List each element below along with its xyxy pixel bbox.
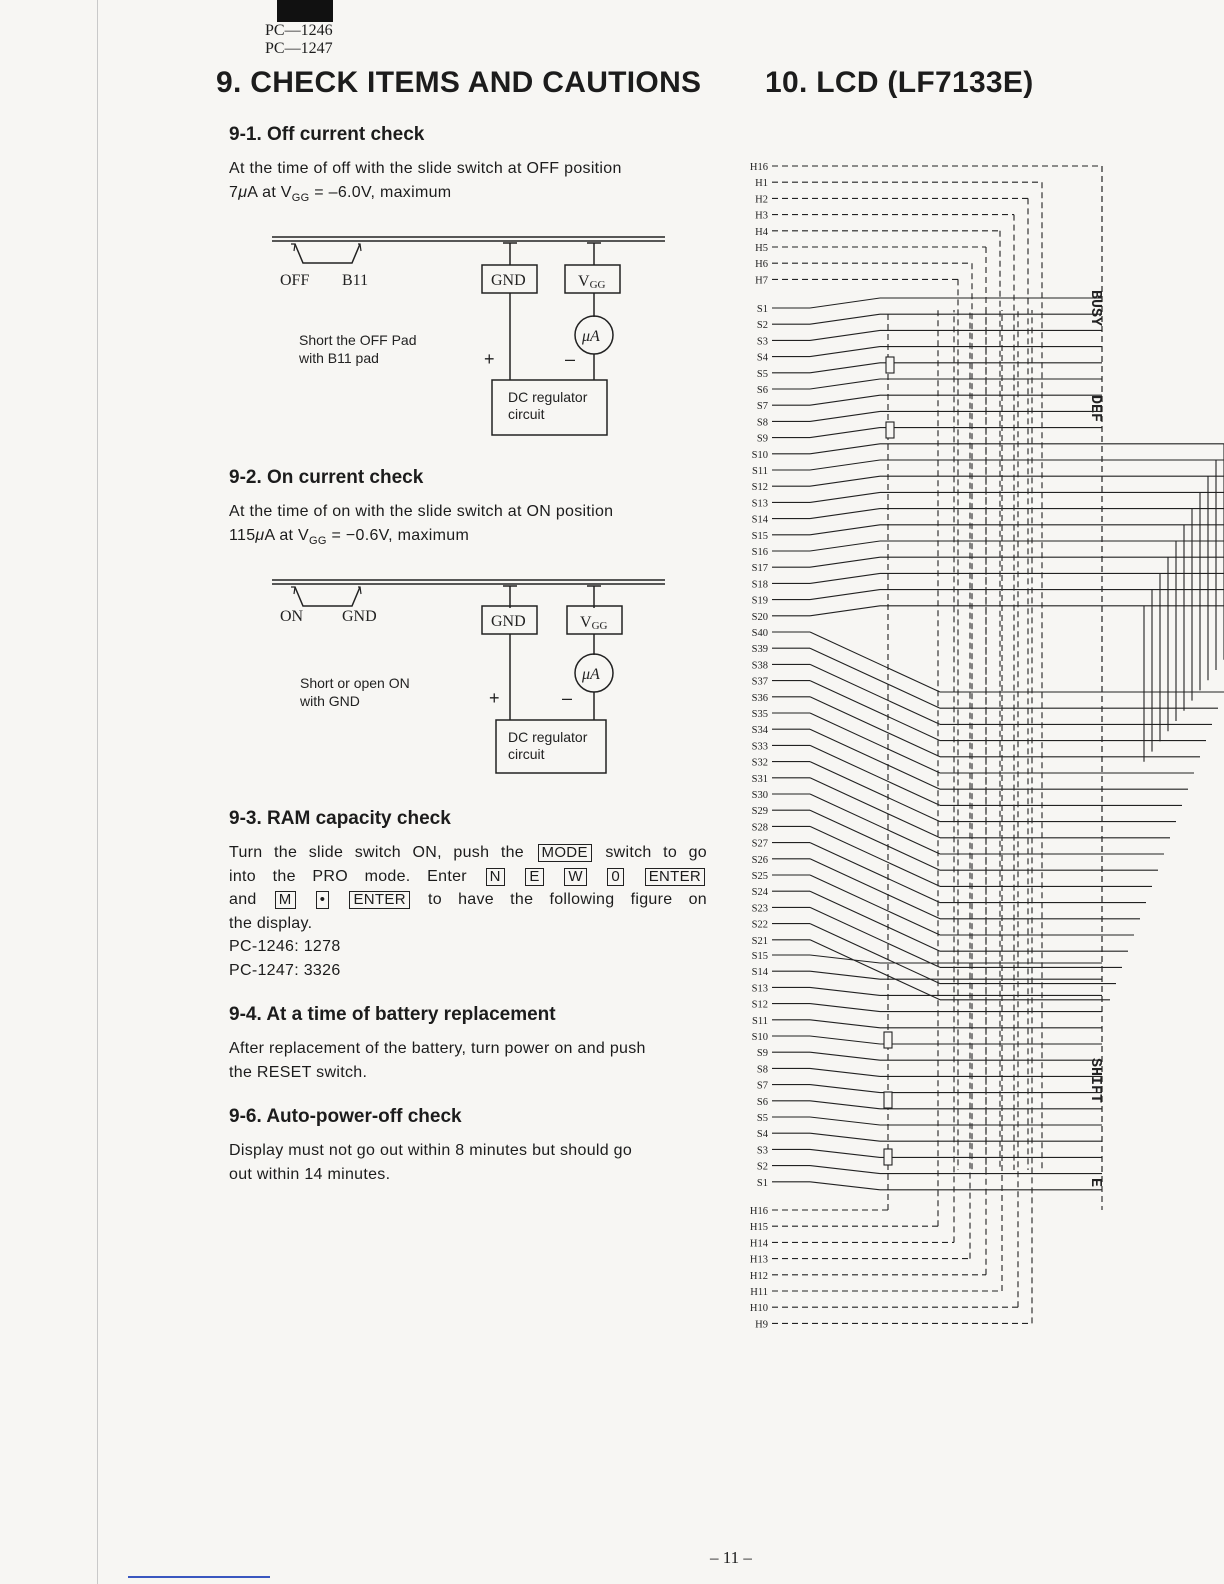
vgg-label: VGG xyxy=(578,273,606,291)
pin-label-top-s2: S2 xyxy=(756,320,768,332)
pc1246-capacity: PC-1246: 1278 xyxy=(229,938,341,955)
pin-label-top-h3: H3 xyxy=(755,210,768,222)
paragraph-9-3-line-4: the display. xyxy=(229,914,313,932)
segment-diagonal xyxy=(810,330,880,340)
off-pad-label: OFF xyxy=(280,272,310,289)
segment-diagonal xyxy=(810,1036,880,1044)
header-black-tab xyxy=(277,0,333,22)
paragraph-9-4-line-1: After replacement of the battery, turn power on and push xyxy=(229,1040,646,1057)
segment-diagonal xyxy=(810,843,940,903)
segment-diagonal xyxy=(810,460,880,470)
vgg-subscript: GG xyxy=(309,534,327,547)
pin-label-top-s10: S10 xyxy=(751,449,768,461)
heading-9-6: 9-6. Auto-power-off check xyxy=(229,1106,462,1127)
segment-diagonal xyxy=(810,1182,880,1190)
paragraph-9-3 xyxy=(229,841,707,982)
pin-label-bottom-h13: H13 xyxy=(749,1254,768,1266)
vgg-label: VGG xyxy=(580,614,608,632)
pin-label-low-s11: S11 xyxy=(752,1015,768,1027)
segment-diagonal xyxy=(810,590,880,600)
key-e: E xyxy=(525,868,543,886)
segment-diagonal xyxy=(810,573,880,583)
segment-diagonal xyxy=(810,444,880,454)
segment-marker-box xyxy=(884,1032,892,1048)
pin-label-top-s18: S18 xyxy=(751,579,768,591)
dc-regulator-label-1: DC regulator xyxy=(508,729,588,745)
text-part: switch to go xyxy=(605,844,708,861)
pin-label-top-s4: S4 xyxy=(756,352,768,364)
key-0: 0 xyxy=(607,868,624,886)
segment-diagonal xyxy=(810,557,880,567)
pin-label-low-s8: S8 xyxy=(756,1064,768,1076)
pin-label-top-s3: S3 xyxy=(756,336,768,348)
gnd-label: GND xyxy=(491,613,526,630)
pin-label-top-h5: H5 xyxy=(755,243,768,254)
key-n: N xyxy=(486,868,505,886)
pin-label-bottom-h11: H11 xyxy=(750,1287,768,1298)
segment-diagonal xyxy=(810,525,880,535)
segment-diagonal xyxy=(810,395,880,405)
paragraph-9-2-line-1: At the time of on with the slide switch at ON position xyxy=(229,503,614,520)
ammeter-label: μA xyxy=(582,666,600,683)
segment-marker-box xyxy=(886,357,894,373)
pin-label-low-s6: S6 xyxy=(756,1096,768,1108)
key-enter: ENTER xyxy=(645,868,705,886)
dc-regulator-label-1: DC regulator xyxy=(508,389,588,405)
pin-label-mid-s33: S33 xyxy=(751,741,768,753)
pin-label-low-s14: S14 xyxy=(751,967,768,979)
segment-diagonal xyxy=(810,971,880,979)
section-9-title: 9. CHECK ITEMS AND CAUTIONS xyxy=(216,66,702,99)
pin-label-mid-s23: S23 xyxy=(751,903,768,915)
pin-label-mid-s26: S26 xyxy=(751,854,768,866)
pin-label-top-s11: S11 xyxy=(752,466,768,477)
lcd-wiring-diagram xyxy=(730,150,1224,1350)
busy-annotation: BUSY xyxy=(1087,290,1104,327)
model-number-1: PC—1246 xyxy=(265,22,333,39)
segment-diagonal xyxy=(810,1133,880,1141)
pin-label-top-s16: S16 xyxy=(751,547,768,558)
pin-label-mid-s34: S34 xyxy=(751,725,768,737)
gnd-label: GND xyxy=(491,272,526,289)
note-line-2: with GND xyxy=(300,693,360,709)
note-line-1: Short or open ON xyxy=(300,675,410,691)
paragraph-9-4 xyxy=(229,1037,707,1084)
pin-label-mid-s37: S37 xyxy=(751,676,768,688)
pin-label-low-s15: S15 xyxy=(751,951,768,962)
pin-label-mid-s39: S39 xyxy=(751,644,768,656)
pin-label-mid-s27: S27 xyxy=(751,838,768,850)
model-number-2: PC—1247 xyxy=(265,40,333,57)
pin-label-mid-s28: S28 xyxy=(751,822,768,834)
pin-label-low-s12: S12 xyxy=(751,999,768,1011)
segment-diagonal xyxy=(810,810,940,870)
paragraph-9-6 xyxy=(229,1139,707,1186)
pin-label-top-s5: S5 xyxy=(756,368,768,380)
segment-diagonal xyxy=(810,762,940,822)
pin-label-top-s9: S9 xyxy=(756,433,768,445)
pin-label-low-s5: S5 xyxy=(756,1113,768,1124)
pin-label-low-s7: S7 xyxy=(756,1080,768,1092)
dc-regulator-label-2: circuit xyxy=(508,406,545,422)
key-dot: • xyxy=(316,891,330,909)
pin-label-mid-s40: S40 xyxy=(751,628,768,639)
minus-sign: – xyxy=(565,349,576,369)
segment-diagonal xyxy=(810,541,880,551)
pin-label-top-h2: H2 xyxy=(755,194,768,206)
plus-sign: + xyxy=(484,349,495,369)
segment-diagonal xyxy=(810,891,940,951)
paragraph-9-3-line-2 xyxy=(229,865,707,889)
segment-diagonal xyxy=(810,664,940,724)
paragraph-9-1 xyxy=(229,157,707,210)
current-value: 7 xyxy=(229,183,239,201)
segment-diagonal xyxy=(810,875,940,935)
pin-label-top-h16: H16 xyxy=(749,162,768,173)
segment-diagonal xyxy=(810,987,880,995)
segment-diagonal xyxy=(810,1004,880,1012)
pin-label-top-h6: H6 xyxy=(755,259,768,271)
segment-diagonal xyxy=(810,1020,880,1028)
segment-diagonal xyxy=(810,794,940,854)
pin-label-bottom-h15: H15 xyxy=(749,1222,768,1234)
pin-label-top-s14: S14 xyxy=(751,514,768,526)
paragraph-9-1-line-1: At the time of off with the slide switch at OFF position xyxy=(229,160,622,177)
pin-label-low-s2: S2 xyxy=(756,1161,768,1173)
pin-label-mid-s32: S32 xyxy=(751,757,768,769)
pin-label-top-h4: H4 xyxy=(755,226,768,238)
pin-label-top-s19: S19 xyxy=(751,595,768,607)
pin-label-mid-s38: S38 xyxy=(751,660,768,672)
segment-diagonal xyxy=(810,729,940,789)
segment-diagonal xyxy=(810,363,880,373)
paragraph-9-6-line-2: out within 14 minutes. xyxy=(229,1165,391,1183)
voltage-limit: = −0.6V, maximum xyxy=(326,526,470,544)
pin-label-bottom-h12: H12 xyxy=(749,1270,768,1282)
heading-9-1: 9-1. Off current check xyxy=(229,124,425,145)
segment-diagonal xyxy=(810,632,940,692)
note-line-1: Short the OFF Pad xyxy=(299,332,417,348)
current-value: 115 xyxy=(229,526,256,544)
mu-symbol: μ xyxy=(255,526,265,544)
pin-label-low-s4: S4 xyxy=(756,1129,768,1141)
pin-label-top-h1: H1 xyxy=(755,178,768,190)
pin-label-top-s17: S17 xyxy=(751,563,768,575)
pin-label-mid-s25: S25 xyxy=(751,871,768,882)
segment-diagonal xyxy=(810,1117,880,1125)
segment-diagonal xyxy=(810,476,880,486)
pin-label-mid-s22: S22 xyxy=(751,919,768,931)
pin-label-top-s7: S7 xyxy=(756,401,768,413)
pin-label-mid-s24: S24 xyxy=(751,887,768,899)
text-part: Turn the slide switch ON, push the xyxy=(229,844,524,861)
pin-label-mid-s30: S30 xyxy=(751,790,768,801)
def-annotation: DEF xyxy=(1087,395,1104,423)
segment-diagonal xyxy=(810,697,940,757)
a-at-v: A at V xyxy=(247,183,292,201)
segment-diagonal xyxy=(810,347,880,357)
segment-diagonal xyxy=(810,1149,880,1157)
text-part: and xyxy=(229,891,257,908)
pin-label-low-s10: S10 xyxy=(751,1032,768,1043)
segment-diagonal xyxy=(810,778,940,838)
pin-label-bottom-h14: H14 xyxy=(749,1238,768,1250)
pin-label-low-s3: S3 xyxy=(756,1145,768,1157)
section-10-title: 10. LCD (LF7133E) xyxy=(765,66,1034,99)
voltage-limit: = –6.0V, maximum xyxy=(309,183,452,201)
pin-label-bottom-h16: H16 xyxy=(749,1206,768,1217)
segment-marker-box xyxy=(886,422,894,438)
segment-diagonal xyxy=(810,1085,880,1093)
segment-diagonal xyxy=(810,428,880,438)
text-part: to have the following figure on xyxy=(428,891,707,908)
pin-label-low-s13: S13 xyxy=(751,983,768,995)
segment-diagonal xyxy=(810,745,940,805)
segment-diagonal xyxy=(810,379,880,389)
key-enter-2: ENTER xyxy=(349,891,409,909)
paragraph-9-1-line-2 xyxy=(229,181,707,211)
pin-label-mid-s35: S35 xyxy=(751,709,768,720)
key-w: W xyxy=(564,868,586,886)
segment-diagonal xyxy=(810,924,940,984)
heading-9-2: 9-2. On current check xyxy=(229,467,424,488)
segment-diagonal xyxy=(810,648,940,708)
minus-sign: – xyxy=(562,688,573,708)
key-mode: MODE xyxy=(538,844,592,862)
paragraph-9-2 xyxy=(229,500,707,553)
pin-label-mid-s36: S36 xyxy=(751,692,768,704)
segment-marker-box xyxy=(884,1092,892,1108)
paragraph-9-2-line-2 xyxy=(229,524,707,554)
on-current-diagram xyxy=(260,568,680,793)
plus-sign: + xyxy=(489,688,500,708)
page-number: – 11 – xyxy=(710,1548,752,1567)
ammeter-label: μA xyxy=(582,328,600,345)
pin-label-top-s6: S6 xyxy=(756,385,768,396)
pc1247-capacity: PC-1247: 3326 xyxy=(229,961,341,979)
segment-diagonal xyxy=(810,713,940,773)
segment-diagonal xyxy=(810,1101,880,1109)
segment-diagonal xyxy=(810,1068,880,1076)
pin-label-top-s1: S1 xyxy=(756,304,768,315)
note-line-2: with B11 pad xyxy=(299,350,379,366)
pin-label-low-s1: S1 xyxy=(756,1177,768,1189)
pin-label-mid-s31: S31 xyxy=(751,773,768,785)
paragraph-9-4-line-2: the RESET switch. xyxy=(229,1063,368,1081)
segment-diagonal xyxy=(810,509,880,519)
binding-margin-line xyxy=(97,0,98,1584)
e-annotation: E xyxy=(1087,1178,1104,1188)
shift-annotation: SHIFT xyxy=(1087,1058,1104,1104)
segment-diagonal xyxy=(810,859,940,919)
vgg-subscript: GG xyxy=(291,191,310,204)
pin-label-mid-s29: S29 xyxy=(751,806,768,818)
blue-underline-mark xyxy=(128,1576,270,1578)
pin-label-top-s15: S15 xyxy=(751,530,768,542)
segment-diagonal xyxy=(810,314,880,324)
segment-diagonal xyxy=(810,826,940,886)
key-m: M xyxy=(275,891,296,909)
segment-diagonal xyxy=(810,411,880,421)
pin-label-top-s12: S12 xyxy=(751,482,768,494)
segment-diagonal xyxy=(810,940,940,1000)
off-current-diagram xyxy=(260,225,680,450)
a-at-v: A at V xyxy=(264,526,309,544)
pin-label-bottom-h10: H10 xyxy=(749,1303,768,1315)
pin-label-mid-s21: S21 xyxy=(751,935,768,947)
segment-diagonal xyxy=(810,492,880,502)
on-pad-label: ON xyxy=(280,608,304,625)
pin-label-bottom-h9: H9 xyxy=(755,1319,768,1331)
paragraph-9-6-line-1: Display must not go out within 8 minutes but should go xyxy=(229,1142,633,1159)
gnd-pad-label: GND xyxy=(342,608,377,625)
segment-marker-box xyxy=(884,1149,892,1165)
segment-diagonal xyxy=(810,606,880,616)
heading-9-4: 9-4. At a time of battery replacement xyxy=(229,1004,556,1025)
segment-diagonal xyxy=(810,907,940,967)
text-part: into the PRO mode. Enter xyxy=(229,867,467,885)
segment-diagonal xyxy=(810,1052,880,1060)
segment-diagonal xyxy=(810,298,880,308)
heading-9-3: 9-3. RAM capacity check xyxy=(229,808,451,829)
pin-label-top-s20: S20 xyxy=(751,611,768,623)
pin-label-top-h7: H7 xyxy=(755,275,768,287)
segment-diagonal xyxy=(810,681,940,741)
paragraph-9-3-line-3 xyxy=(229,888,707,912)
pin-label-top-s8: S8 xyxy=(756,417,768,429)
pin-label-top-s13: S13 xyxy=(751,498,768,510)
dc-regulator-label-2: circuit xyxy=(508,746,545,762)
paragraph-9-3-line-1 xyxy=(229,841,707,865)
mu-symbol: μ xyxy=(238,183,248,201)
pin-label-low-s9: S9 xyxy=(756,1048,768,1060)
segment-diagonal xyxy=(810,1166,880,1174)
b11-pad-label: B11 xyxy=(342,272,369,289)
